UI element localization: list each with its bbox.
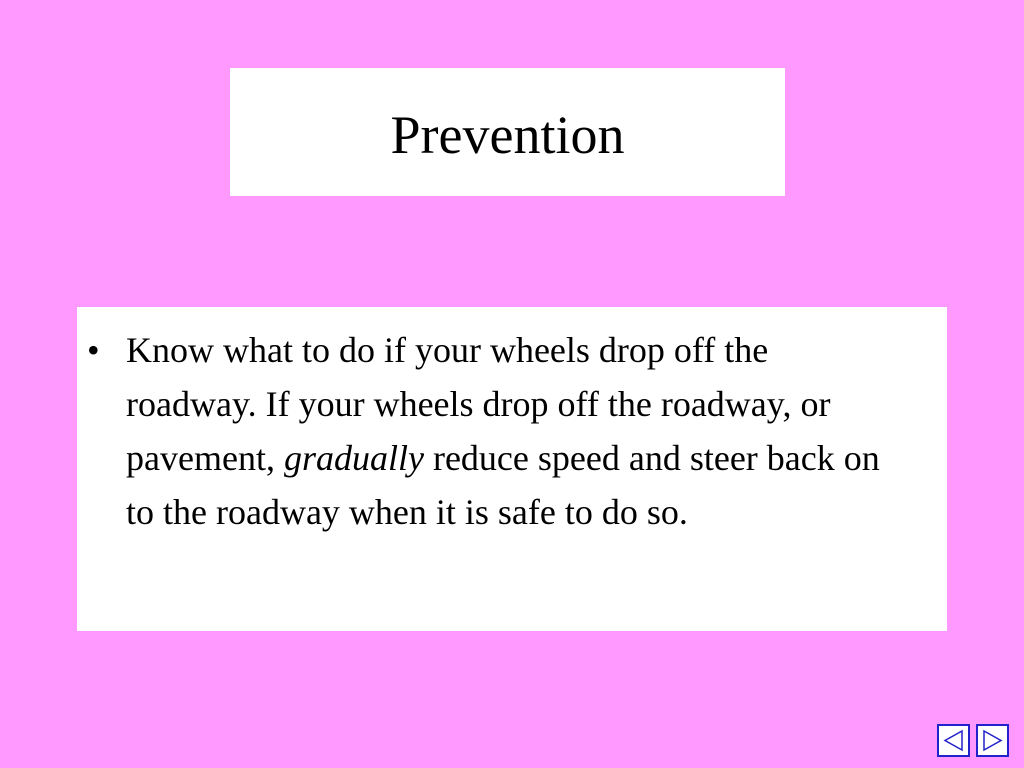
- triangle-left-icon: [941, 728, 966, 753]
- bullet-text: [126, 323, 886, 539]
- bullet-text-part2: reduce speed and steer back on to the roadway when it is safe to do so.: [126, 438, 880, 532]
- title-panel: [230, 68, 785, 196]
- bullet-text-part1: Know what to do if your wheels drop off the roadway. If your wheels drop off the roadway, or pavement,: [126, 330, 831, 478]
- previous-slide-button[interactable]: [937, 724, 970, 757]
- slide-title: Prevention: [390, 105, 625, 165]
- bullet-text-emphasis: gradually: [283, 438, 424, 478]
- content-panel: [77, 307, 947, 631]
- triangle-right-icon: [980, 728, 1005, 753]
- slide-navigation: [937, 724, 1009, 757]
- next-slide-button[interactable]: [976, 724, 1009, 757]
- bullet-marker: •: [87, 330, 100, 370]
